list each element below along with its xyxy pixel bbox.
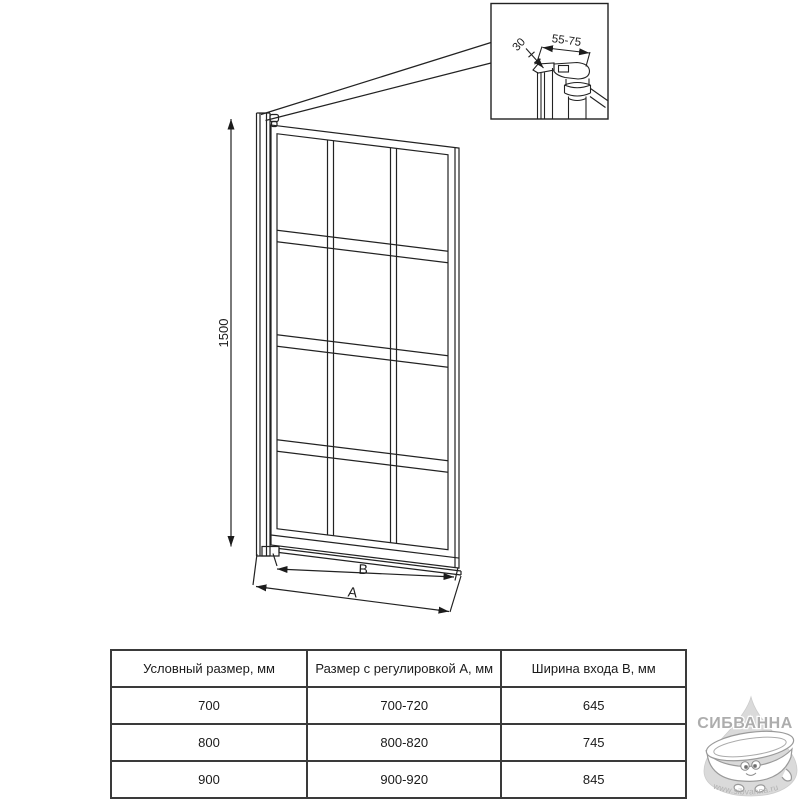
size-cell: 800-820	[307, 724, 501, 761]
adjust-range-label: 55-75	[551, 33, 582, 50]
size-cell: 645	[501, 687, 686, 724]
wall-profile	[257, 113, 280, 556]
size-table	[110, 649, 687, 799]
detail-profile-section	[533, 63, 608, 120]
size-cell: 900-920	[307, 761, 501, 798]
size-cell: 745	[501, 724, 686, 761]
header-entry-width-b: Ширина входа В, мм	[501, 650, 686, 687]
table-row	[111, 687, 686, 724]
table-row	[111, 761, 686, 798]
detail-leader-lines	[261, 43, 491, 121]
size-cell: 900	[111, 761, 307, 798]
width-a-label: A	[346, 583, 359, 601]
size-cell: 800	[111, 724, 307, 761]
table-header-row	[111, 650, 686, 687]
width-b-label: B	[358, 560, 369, 578]
header-nominal-size: Условный размер, мм	[111, 650, 307, 687]
panel-grid	[271, 125, 459, 568]
detail-callout-box	[491, 4, 608, 120]
header-adjusted-size-a: Размер с регулировкой А, мм	[307, 650, 501, 687]
brand-name: СИБВАННА	[697, 715, 793, 732]
profile-depth-label: 30	[510, 36, 529, 54]
bottom-track	[279, 549, 461, 576]
table-row	[111, 724, 686, 761]
size-cell: 700	[111, 687, 307, 724]
detail-glass-edge	[590, 89, 608, 108]
sibvanna-logo	[683, 690, 800, 800]
size-cell: 845	[501, 761, 686, 798]
brand-url-text: www.sibvanna.ru	[712, 780, 780, 797]
horizontal-rails	[277, 230, 448, 472]
size-cell: 700-720	[307, 687, 501, 724]
height-dimension-label: 1500	[216, 318, 231, 348]
